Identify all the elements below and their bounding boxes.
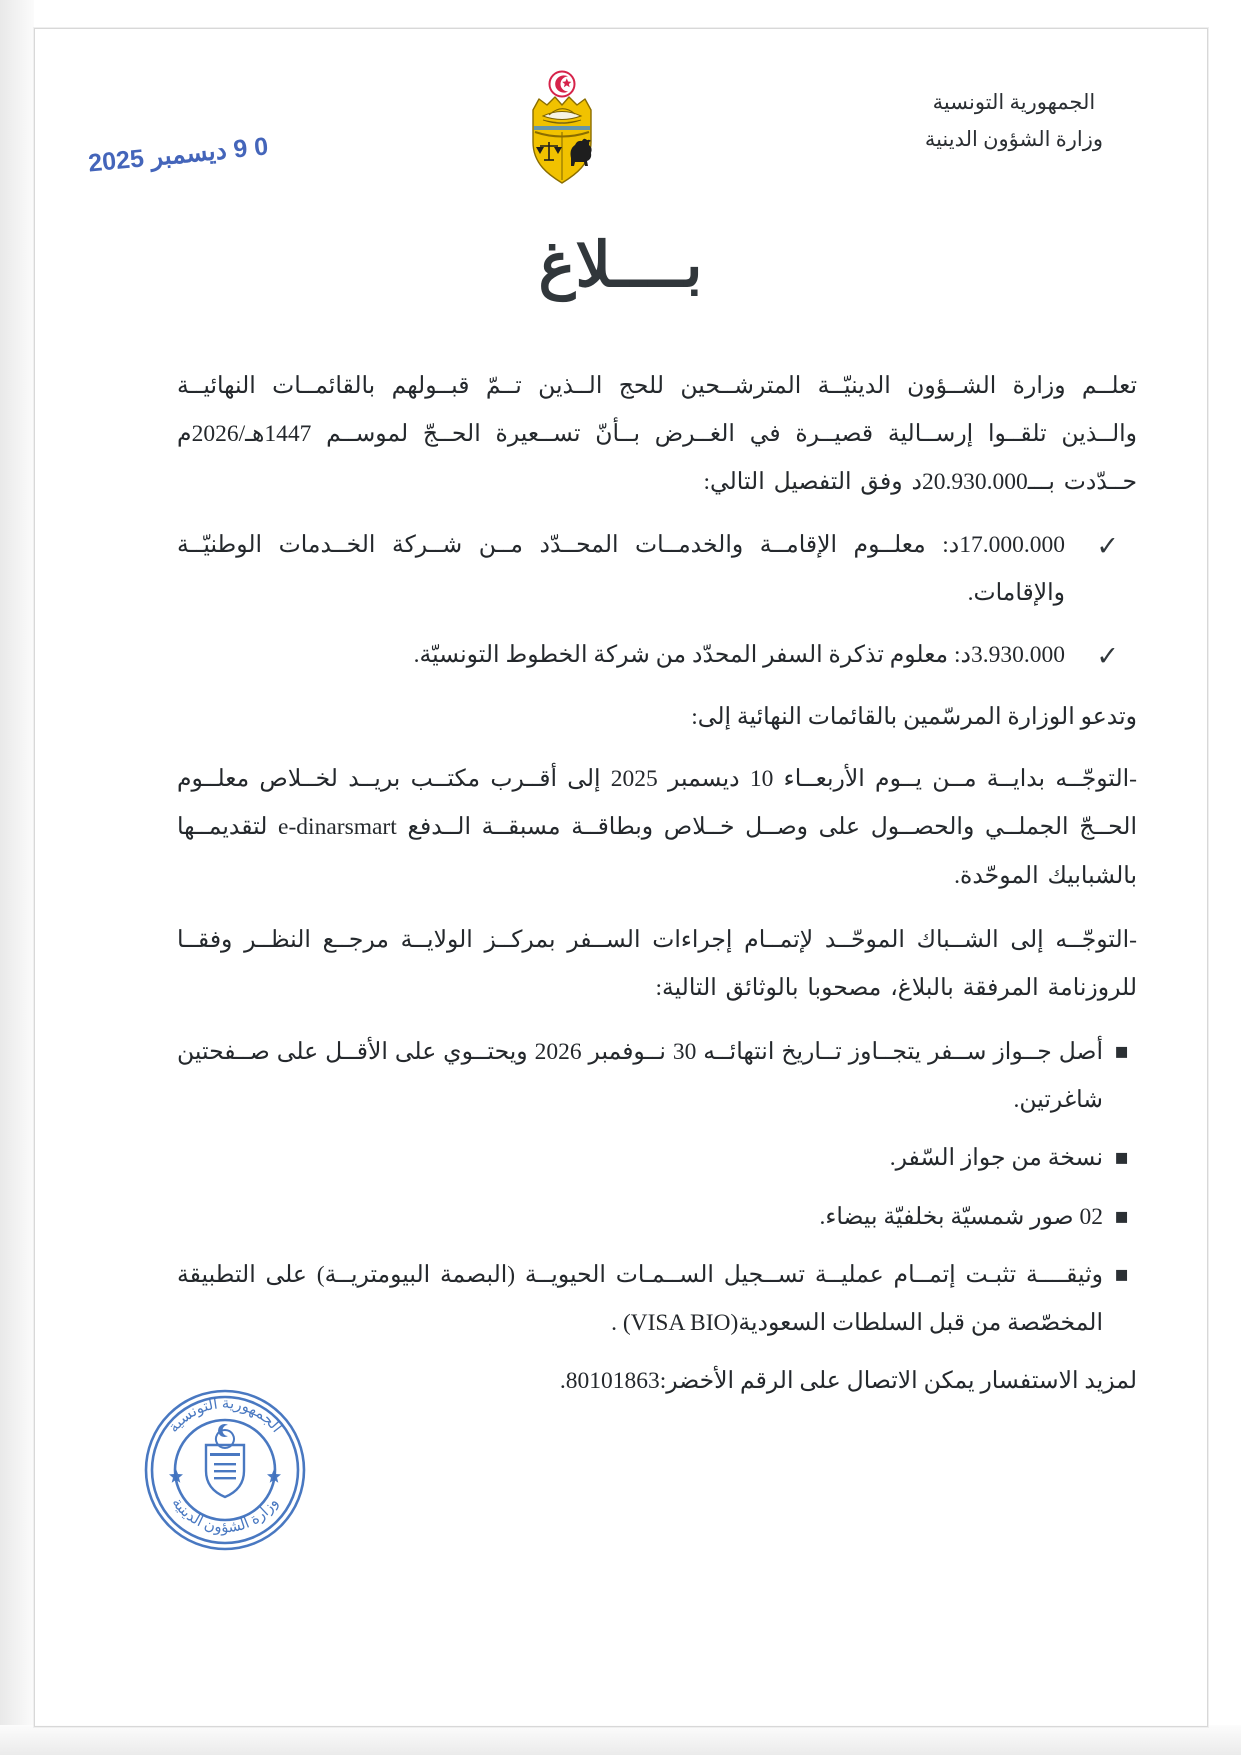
- intro-paragraph: تعلــم وزارة الشــؤون الدينيّــة المترشــحين للحج الــذين تــمّ قبــولهم بالقائمــات النهائيــة والــذين تلقــوا إرســالية قصيــرة في الغــرض بــأنّ تســعيرة الحــجّ لموســم 1447هـ/2026م حــدّدت بـــ20.930.000د وفق التفصيل التالي:: [177, 373, 1137, 496]
- required-documents-list: [177, 1028, 1137, 1347]
- footer-contact-note: لمزيد الاستفسار يمكن الاتصال على الرقم الأخضر:80101863.: [559, 1368, 1137, 1395]
- invite-line: وتدعو الوزارة المرسّمين بالقائمات النهائية إلى:: [691, 704, 1137, 731]
- list-item: ▪ أصل جــواز ســفر يتجــاوز تــاريخ انتهائــه 30 نــوفمبر 2026 ويحتــوي على الأقــل على صــفحتين شاغرتين.: [177, 1028, 1137, 1124]
- list-item: ✓ 3.930.000د: معلوم تذكرة السفر المحدّد من شركة الخطوط التونسيّة.: [177, 631, 1137, 679]
- tunisian-national-emblem-icon: [519, 70, 605, 188]
- document-header: [0, 66, 1241, 196]
- ministry-official-seal-icon: [140, 1385, 310, 1555]
- svg-text:وزارة الشؤون الدينية: وزارة الشؤون الدينية: [168, 1495, 282, 1537]
- svg-text:الجمهورية التونسية: الجمهورية التونسية: [165, 1395, 285, 1436]
- list-item: ▪ نسخة من جواز السّفر.: [177, 1134, 1137, 1182]
- list-item: ✓ 17.000.000د: معلــوم الإقامــة والخدمــات المحــدّد مــن شــركة الخــدمات الوطنيّــة والإقامات.: [177, 521, 1137, 617]
- page-title: بــــلاغ: [538, 232, 703, 300]
- price-breakdown-list: [177, 521, 1137, 680]
- instruction-1: -التوجّــه بدايــة مــن يــوم الأربعــاء 10 ديسمبر 2025 إلى أقــرب مكتــب بريــد لخــلاص معلــوم الحــجّ الجملــي والحصــول على وصــل خــلاص وبطاقــة مسبقــة الــدفع e-dinarsmart لتقديمــها بالشبابيك الموحّدة.: [177, 766, 1137, 889]
- scan-edge-bottom: [0, 1725, 1241, 1755]
- document-body: [177, 362, 1137, 1419]
- date-stamp: 0 9 ديسمبر 2025: [87, 132, 270, 178]
- ministry-heading: [925, 84, 1103, 158]
- republic-name: الجمهورية التونسية: [932, 90, 1096, 114]
- instruction-2: -التوجّــه إلى الشــباك الموحّــد لإتمــام إجراءات الســفر بمركــز الولايــة مرجــع النظــر وفقــا للروزنامة المرفقة بالبلاغ، مصحوبا بالوثائق التالية:: [177, 926, 1137, 1001]
- list-item: ▪ وثيقــــة تثبـت إتمــام عمليــة تســجيل الســمـات الحيويــة (البصمة البيومتريــة) على التطبيقة المخصّصة من قبل السلطات السعودية(VISA BIO) .: [177, 1251, 1137, 1347]
- ministry-name: وزارة الشؤون الدينية: [924, 126, 1103, 151]
- list-item: ▪ 02 صور شمسيّة بخلفيّة بيضاء.: [177, 1193, 1137, 1241]
